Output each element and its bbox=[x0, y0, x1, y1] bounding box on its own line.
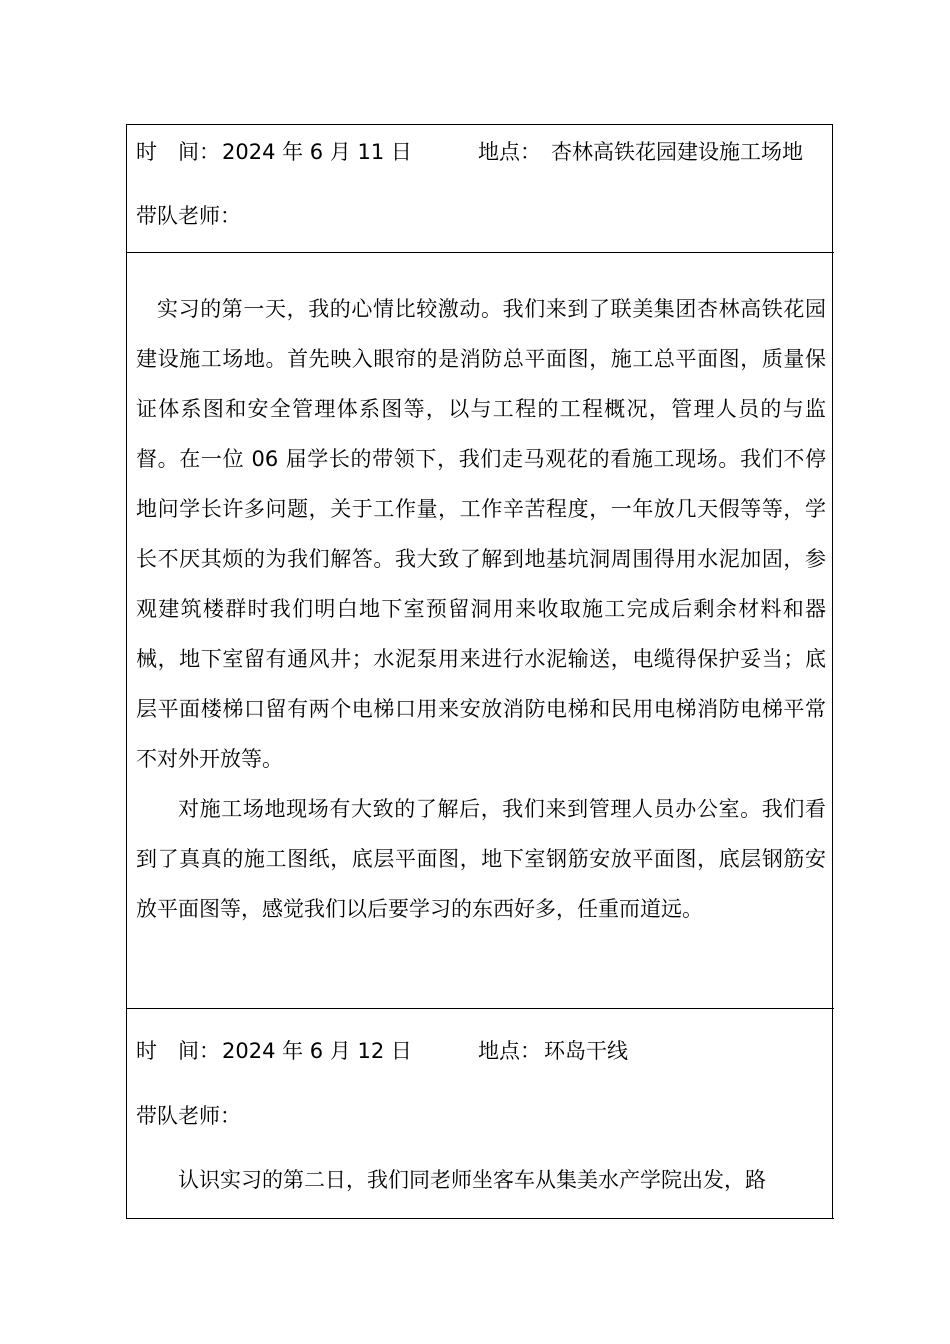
entry2-time-label: 时 间： bbox=[136, 1039, 220, 1063]
entry1-paragraph-2: 对施工场地现场有大致的了解后，我们来到管理人员办公室。我们看到了真真的施工图纸，底层平面图，地下室钢筋安放平面图，底层钢筋安放平面图等，感觉我们以后要学习的东西好多，任重而道远。 bbox=[136, 797, 826, 921]
entry1-time-label: 时 间： bbox=[136, 140, 220, 164]
entry1-paragraph-1: 实习的第一天，我的心情比较激动。我们来到了联美集团杏林高铁花园建设施工场地。首先映入眼帘的是消防总平面图，施工总平面图，质量保证体系图和安全管理体系图等，以与工程的工程概况，管理人员的与监督。在一位 06 届学长的带领下，我们走马观花的看施工现场。我们不停地问学长许多问题，关于工作量，工作辛苦程度，一年放几天假等等，学长不厌其烦的为我们解答。我大致了解到地基坑洞周围得用水泥加固，参观建筑楼群时我们明白地下室预留洞用来收取施工完成后剩余材料和器械，地下室留有通风井；水泥泵用来进行水泥输送，电缆得保护妥当；底层平面楼梯口留有两个电梯口用来安放消防电梯和民用电梯消防电梯平常不对外开放等。 bbox=[136, 297, 826, 771]
entry1-date: 2024 年 6 月 11 日 bbox=[222, 140, 412, 164]
entry2-paragraph-1: 认识实习的第二日，我们同老师坐客车从集美水产学院出发，路 bbox=[178, 1168, 766, 1192]
entry2-teacher-label: 带队老师： bbox=[136, 1104, 241, 1128]
row-divider-3 bbox=[126, 1218, 834, 1219]
entry1-teacher-label: 带队老师： bbox=[136, 204, 241, 228]
entry2-location-label: 地点： bbox=[478, 1039, 541, 1063]
row-divider-1 bbox=[126, 252, 834, 253]
row-divider-2 bbox=[126, 1008, 834, 1009]
entry1-location: 杏林高铁花园建设施工场地 bbox=[551, 140, 803, 164]
entry2-location: 环岛干线 bbox=[544, 1039, 628, 1063]
entry2-date: 2024 年 6 月 12 日 bbox=[222, 1039, 412, 1063]
entry1-location-label: 地点： bbox=[478, 140, 541, 164]
